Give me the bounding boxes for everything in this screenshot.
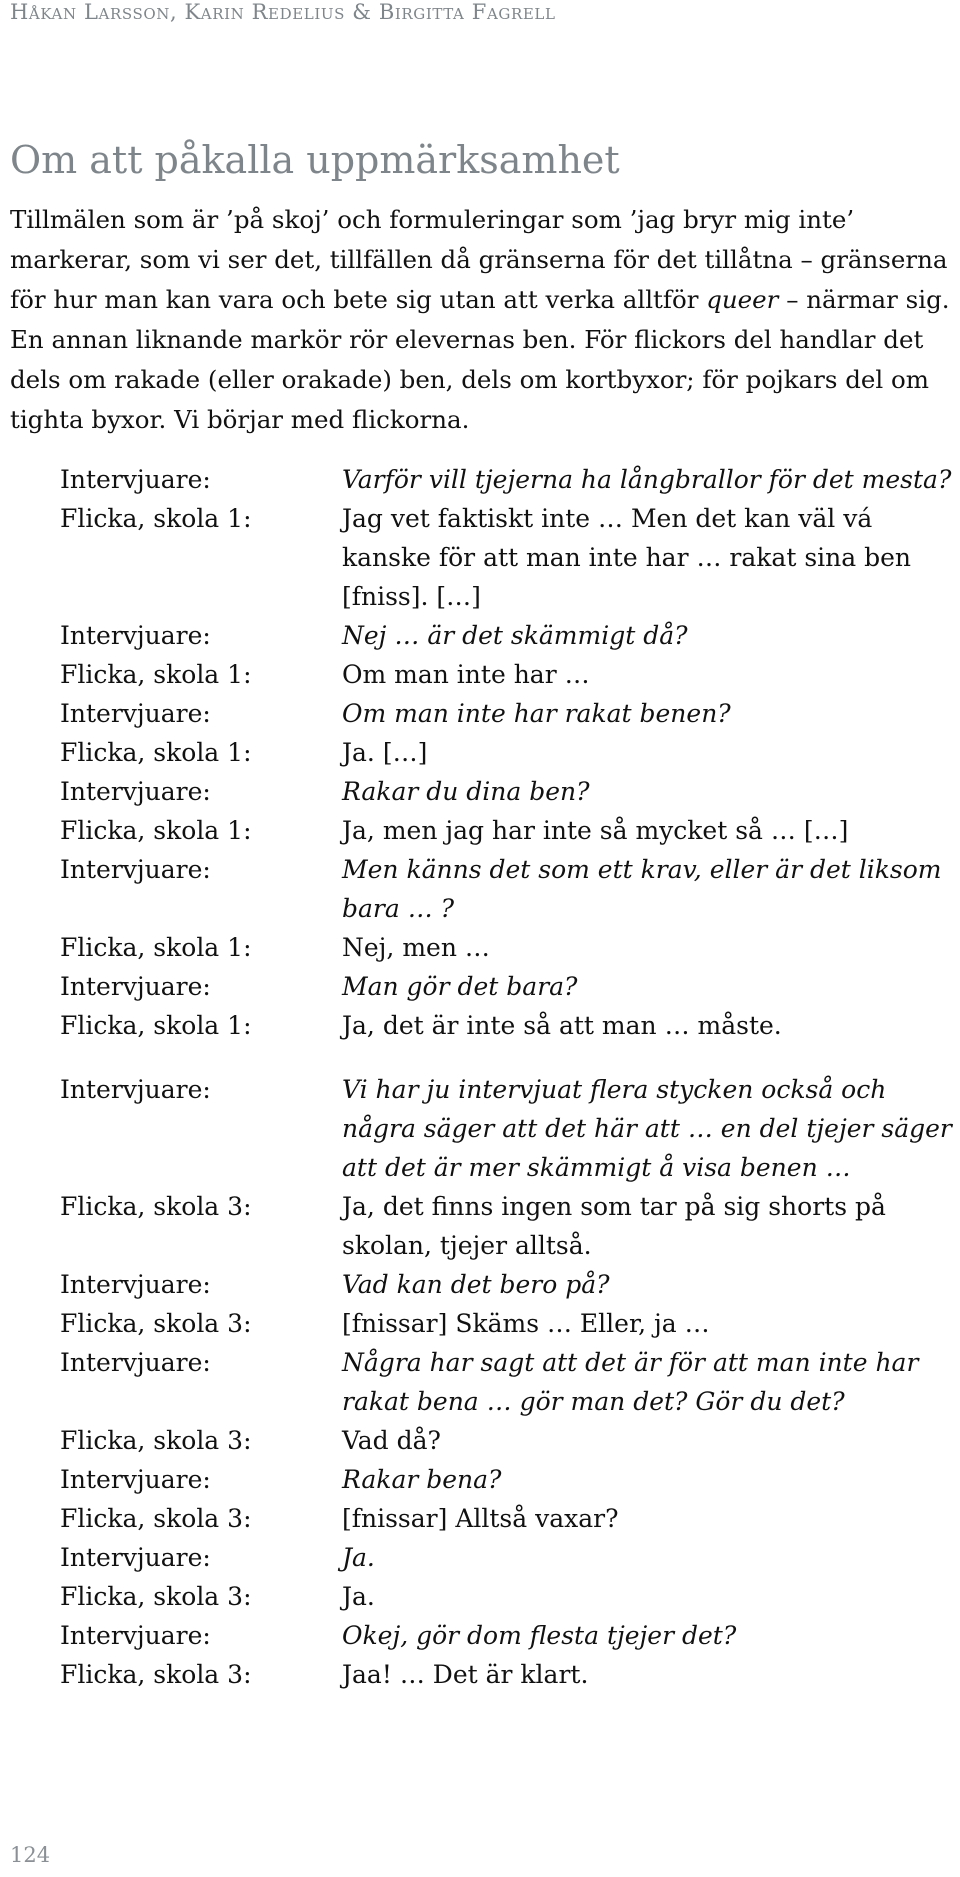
speech-text: Rakar du dina ben? — [342, 777, 590, 806]
dialogue-turn — [60, 655, 960, 694]
speaker-label: Intervjuare: — [60, 1465, 211, 1494]
dialogue-turn — [60, 1616, 960, 1655]
speech-text: Vad då? — [342, 1426, 441, 1455]
dialogue-turn — [60, 772, 960, 811]
speech-text: Varför vill tjejerna ha långbrallor för det mesta? — [342, 465, 952, 494]
speaker-label: Intervjuare: — [60, 621, 211, 650]
speaker-label: Intervjuare: — [60, 1621, 211, 1650]
speaker-label: Intervjuare: — [60, 1543, 211, 1572]
section-title: Om att påkalla uppmärksamhet — [10, 138, 620, 182]
speaker-label: Flicka, skola 1: — [60, 660, 252, 689]
speech-text: Om man inte har … — [342, 660, 590, 689]
speech-text: Ja. […] — [342, 738, 428, 767]
speaker-label: Flicka, skola 3: — [60, 1192, 252, 1221]
dialogue-turn — [60, 1304, 960, 1343]
interview-dialogue — [60, 460, 960, 1694]
dialogue-turn — [60, 1655, 960, 1694]
speech-text: Ja, det finns ingen som tar på sig shorts på skolan, tjejer alltså. — [342, 1192, 886, 1260]
speaker-label: Intervjuare: — [60, 855, 211, 884]
speech-text: Ja, men jag har inte så mycket så … […] — [342, 816, 849, 845]
speaker-label: Flicka, skola 1: — [60, 1011, 252, 1040]
speech-text: Ja. — [342, 1543, 375, 1572]
speech-text: Men känns det som ett krav, eller är det liksom bara … ? — [342, 855, 942, 923]
intro-emphasis: queer — [706, 285, 779, 314]
speech-text: Vad kan det bero på? — [342, 1270, 610, 1299]
speaker-label: Intervjuare: — [60, 465, 211, 494]
dialogue-turn — [60, 733, 960, 772]
speaker-label: Intervjuare: — [60, 1075, 211, 1104]
dialogue-turn — [60, 460, 960, 499]
dialogue-turn — [60, 1460, 960, 1499]
speech-text: Ja. — [342, 1582, 375, 1611]
speaker-label: Flicka, skola 1: — [60, 504, 252, 533]
speaker-label: Intervjuare: — [60, 1348, 211, 1377]
speaker-label: Flicka, skola 1: — [60, 816, 252, 845]
speech-text: Ja, det är inte så att man … måste. — [342, 1011, 782, 1040]
dialogue-turn — [60, 1538, 960, 1577]
dialogue-turn — [60, 1499, 960, 1538]
dialogue-turn — [60, 1187, 960, 1265]
intro-text-part2: – närmar sig. En annan liknande markör rör elevernas ben. För flickors del handlar det dels om rakade (eller orakade) ben, dels om kortbyxor; för pojkars del om tighta byxor. Vi börjar med flickorna. — [10, 285, 950, 434]
speaker-label: Intervjuare: — [60, 972, 211, 1001]
dialogue-turn — [60, 616, 960, 655]
speaker-label: Intervjuare: — [60, 699, 211, 728]
dialogue-turn — [60, 967, 960, 1006]
intro-text-part1: Tillmälen som är ’på skoj’ och formuleringar som ’jag bryr mig inte’ markerar, som vi ser det, tillfällen då gränserna för det tillåtna – gränserna för hur man kan vara och bete sig utan att verka alltför — [10, 205, 948, 314]
dialogue-turn — [60, 1006, 960, 1045]
speaker-label: Flicka, skola 3: — [60, 1504, 252, 1533]
speaker-label: Flicka, skola 1: — [60, 933, 252, 962]
dialogue-turn — [60, 1577, 960, 1616]
speech-text: Nej … är det skämmigt då? — [342, 621, 688, 650]
dialogue-turn — [60, 1265, 960, 1304]
dialogue-turn — [60, 850, 960, 928]
speaker-label: Intervjuare: — [60, 1270, 211, 1299]
speaker-label: Flicka, skola 1: — [60, 738, 252, 767]
speech-text: Jag vet faktiskt inte … Men det kan väl vá kanske för att man inte har … rakat sina ben [fniss]. […] — [342, 504, 911, 611]
speaker-label: Flicka, skola 3: — [60, 1660, 252, 1689]
speaker-label: Flicka, skola 3: — [60, 1426, 252, 1455]
speech-text: [fnissar] Alltså vaxar? — [342, 1504, 619, 1533]
speech-text: Nej, men … — [342, 933, 490, 962]
speech-text: Rakar bena? — [342, 1465, 502, 1494]
speech-text: Några har sagt att det är för att man inte har rakat bena … gör man det? Gör du det? — [342, 1348, 919, 1416]
dialogue-turn — [60, 1343, 960, 1421]
speaker-label: Flicka, skola 3: — [60, 1582, 252, 1611]
speech-text: Om man inte har rakat benen? — [342, 699, 731, 728]
dialogue-turn — [60, 1421, 960, 1460]
speech-text: Jaa! … Det är klart. — [342, 1660, 589, 1689]
speech-text: Man gör det bara? — [342, 972, 578, 1001]
dialogue-turn — [60, 928, 960, 967]
speaker-label: Flicka, skola 3: — [60, 1309, 252, 1338]
dialogue-turn — [60, 694, 960, 733]
speech-text: Okej, gör dom flesta tjejer det? — [342, 1621, 737, 1650]
speech-text: Vi har ju intervjuat flera stycken också och några säger att det här att … en del tjejer säger att det är mer skämmigt å visa benen … — [342, 1075, 952, 1182]
page-number: 124 — [10, 1843, 51, 1867]
dialogue-turn — [60, 811, 960, 850]
speaker-label: Intervjuare: — [60, 777, 211, 806]
intro-paragraph — [10, 200, 954, 440]
speech-text: [fnissar] Skäms … Eller, ja … — [342, 1309, 710, 1338]
dialogue-turn — [60, 1070, 960, 1187]
running-head: Håkan Larsson, Karin Redelius & Birgitta Fagrell — [10, 0, 556, 24]
dialogue-turn — [60, 499, 960, 616]
